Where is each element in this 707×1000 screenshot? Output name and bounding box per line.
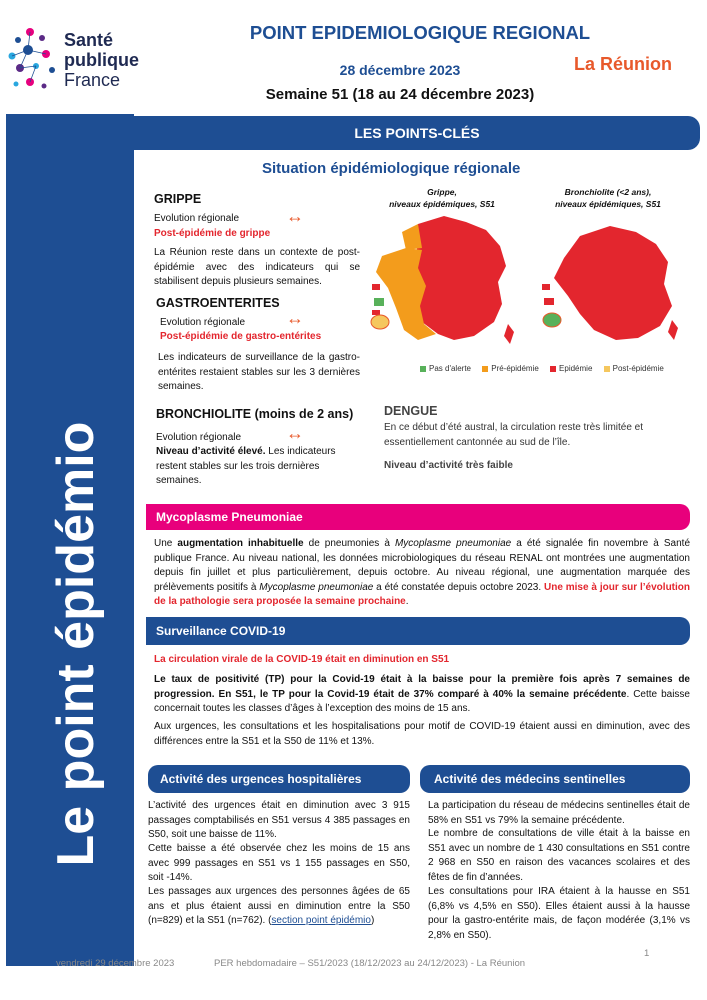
myco-text-part: de pneumonies à [303,538,395,549]
grippe-evo-label: Evolution régionale [154,213,240,224]
myco-text-italic: Mycoplasme pneumoniae [259,581,374,593]
legend-swatch-post-epidemie [604,366,610,372]
legend-item [604,364,664,373]
gastro-stable-arrow-icon: ↔ [286,308,304,328]
medecins-paragraph-2: Le nombre de consultations de ville était à la baisse en S51 avec un nombre de 1 430 consultations en S51 contre 2 968 en S50 en raison des vacances scolaires et des fêtes de fin d’années. [428,828,690,883]
section-point-epidemio-link[interactable]: section point épidémio [271,915,371,926]
grippe-map-title-line-2: niveaux épidémiques, S51 [389,199,495,209]
legend-label: Pas d'alerte [429,364,471,373]
logo-line-1: Santé [64,30,114,50]
myco-text-part: . [405,596,409,607]
medecins-paragraph-3: Les consultations pour IRA étaient à la hausse en S51 (6,8% vs 4,5% en S50). Elles étaient aussi à la hausse pour la gastro-entérite mais, de façon modérée (3,1% vs 2,8% en S50). [428,886,690,941]
footer-date: vendredi 29 décembre 2023 [56,958,175,969]
spf-logo-text [64,30,139,90]
covid-header: Surveillance COVID-19 [146,617,690,645]
myco-text-part: a été signalée fin novembre à Santé publique France. Au niveau national, les données microbiologiques du réseau RENAL ont montrées une augmentation depuis fin juillet et plus particulièrement, depuis octobre. Au niveau régional, une augmentation marquée des prélèvements positifs à [154,538,691,593]
legend-item [550,364,592,373]
bronchiolite-map-corse [668,320,678,340]
spf-logo [8,20,158,110]
bronchiolite-map-title-line-2: niveaux épidémiques, S51 [555,199,661,209]
medecins-paragraph-1: La participation du réseau de médecins sentinelles était de 58% en S51 vs 79% la semaine précédente. [428,800,690,826]
grippe-map-epidemie-region [414,216,506,340]
grippe-text: La Réunion reste dans un contexte de post-épidémie avec des indicateurs qui se stabilisent depuis plusieurs semaines. [154,247,360,287]
myco-text-part: a été constatée depuis octobre 2023. [373,581,545,593]
urgences-paragraph-3 [148,885,410,929]
report-date: 28 décembre 2023 [339,62,461,78]
grippe-france-map [366,212,526,357]
urgences-p3-end: ) [370,915,375,926]
bronchiolite-map-dom-1 [542,284,550,290]
bronchiolite-map-dom-2 [544,298,554,305]
grippe-heading: GRIPPE [154,192,202,206]
covid-paragraph-2: Aux urgences, les consultations et les hospitalisations pour motif de COVID-19 étaient aussi en diminution, avec des différences entre la S51 et la S50 de 11% et 13%. [154,721,690,747]
legend-item [482,364,539,373]
dengue-heading: DENGUE [384,404,438,418]
urgences-header: Activité des urgences hospitalières [148,765,410,793]
grippe-map-dom-2 [374,298,384,306]
legend-label: Post-épidémie [612,364,664,373]
mycoplasme-text [154,537,690,610]
bronchiolite-map-epidemie-region [554,226,672,340]
bronchiolite-map-title [538,186,678,210]
mycoplasme-header: Mycoplasme Pneumoniae [146,504,690,530]
bronchiolite-map-title-line-1: Bronchiolite (<2 ans), [564,187,652,197]
points-cles-subtitle: Situation épidémiologique régionale [262,160,521,177]
covid-tp-text: Le taux de positivité (TP) pour la Covid-19 était à la baisse pour la première fois après 7 semaines de progression. En S51, le TP pour la Covid-19 était de 37% comparé à 40% la semaine précédente [154,674,690,700]
legend-swatch-pas-alerte [420,366,426,372]
covid-tp-end: . Cette baisse concernait toutes les classes d’âges à l’exception des moins de 15 ans. [154,688,690,714]
sidebar-label: Le point épidémio [47,421,105,867]
bronchiolite-status: Niveau d’activité élevé. [156,446,266,457]
sidebar-banner [6,114,134,966]
dengue-text: En ce début d’été austral, la circulation reste très limitée et essentiellement cantonnée au sud de l’île. [384,422,644,448]
medecins-header: Activité des médecins sentinelles [420,765,690,793]
report-title: POINT EPIDEMIOLOGIQUE REGIONAL [249,22,591,43]
legend-label: Epidémie [559,364,593,373]
grippe-status: Post-épidémie de grippe [154,228,271,239]
legend-swatch-pre-epidemie [482,366,488,372]
grippe-map-title [372,186,512,210]
bronchiolite-text-block [156,445,362,489]
gastro-evo-label: Evolution régionale [160,317,246,328]
covid-alert: La circulation virale de la COVID-19 était en diminution en S51 [154,654,450,665]
page-number: 1 [644,948,650,959]
grippe-stable-arrow-icon: ↔ [286,206,304,226]
legend-item [420,364,471,373]
legend-swatch-epidemie [550,366,556,372]
grippe-map-dom-3 [372,310,380,315]
points-cles-header: LES POINTS-CLÉS [134,116,700,150]
gastro-text: Les indicateurs de surveillance de la gastro-entérites restaient stables sur les 3 dernières semaines. [158,352,360,392]
bronchiolite-heading: BRONCHIOLITE (moins de 2 ans) [156,407,354,421]
myco-text-bold: augmentation inhabituelle [177,538,304,549]
bronchiolite-text: Les indicateurs restent stables sur les trois dernières semaines. [156,446,336,486]
grippe-map-corse [504,324,514,344]
logo-line-3: France [64,70,121,90]
myco-update-notice: Une mise à jour sur l’évolution de la pathologie sera proposée la semaine prochaine [154,581,690,607]
myco-text-part: Une [154,538,178,549]
spf-logo-dots-icon [8,26,64,106]
grippe-map-dom-1 [372,284,380,290]
logo-line-2: publique [64,50,139,70]
report-week: Semaine 51 (18 au 24 décembre 2023) [265,86,535,103]
gastro-status: Post-épidémie de gastro-entérites [160,331,322,342]
gastro-heading: GASTROENTERITES [156,296,280,310]
bronchiolite-france-map [540,222,690,352]
report-region: La Réunion [574,54,672,74]
grippe-map-reunion [371,315,389,329]
dengue-level: Niveau d’activité très faible [384,460,513,471]
grippe-map-title-line-1: Grippe, [427,187,457,197]
myco-text-italic: Mycoplasme pneumoniae [394,538,512,549]
covid-paragraph-1 [154,673,690,717]
legend-label: Pré-épidémie [491,364,539,373]
bronchiolite-map-reunion [543,313,561,327]
bronchiolite-evo-label: Evolution régionale [156,432,242,443]
urgences-p3-text: Les passages aux urgences des personnes âgées de 65 ans et plus étaient aussi en diminution entre la S50 (n=829) et la S51 (n=762). ( [148,886,410,926]
footer-reference: PER hebdomadaire – S51/2023 (18/12/2023 au 24/12/2023) - La Réunion [214,958,526,969]
urgences-paragraph-2: Cette baisse a été observée chez les moins de 15 ans avec 999 passages en S51 vs 1 155 passages en S50, soit -14%. [148,843,410,883]
map-legend [420,364,700,373]
urgences-paragraph-1: L’activité des urgences était en diminution avec 3 915 passages comptabilisés en S51 versus 4 385 passages en S50, soit une baisse de 11%. [148,800,410,840]
bronchiolite-stable-arrow-icon: ↔ [286,423,304,443]
